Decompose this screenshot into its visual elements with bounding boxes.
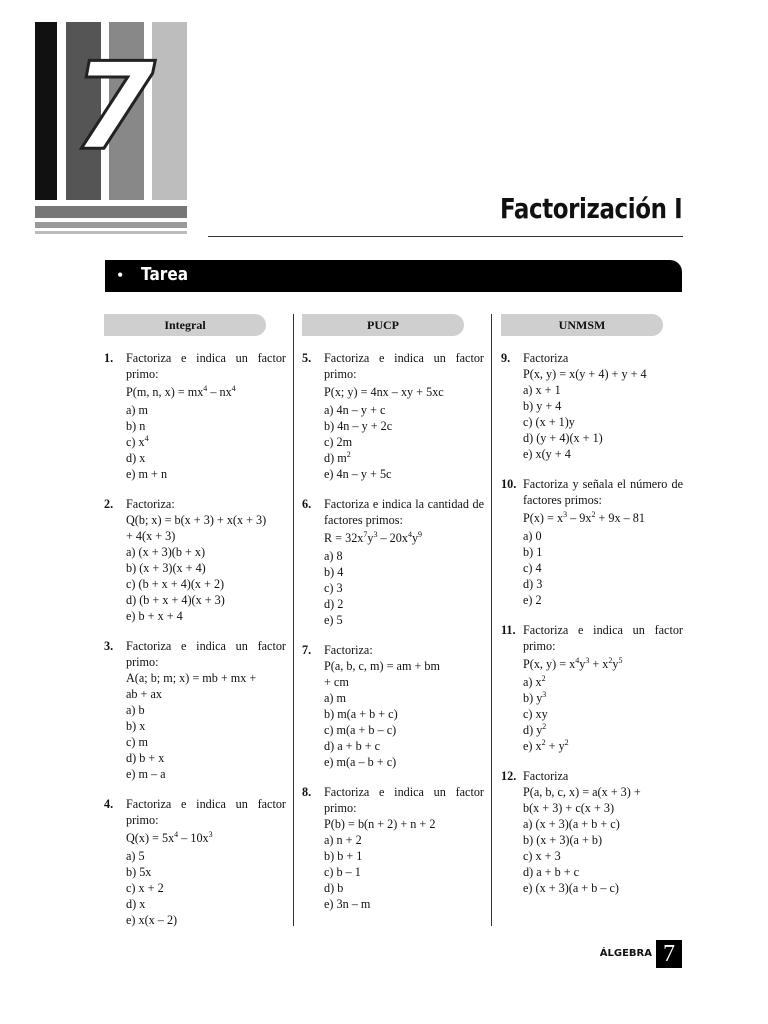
problem-number: 6. <box>302 497 312 511</box>
problem-equation: P(a, b, c, x) = a(x + 3) + <box>523 785 641 799</box>
option: b) m(a + b + c) <box>324 707 398 721</box>
option: a) 4n – y + c <box>324 403 386 417</box>
column-unmsm <box>501 314 683 906</box>
option: d) x <box>126 897 146 911</box>
problem-equation: $P(x) = x^3 - 9x^2 + 9x - 81$ <box>523 509 645 525</box>
problem-number: 7. <box>302 643 312 657</box>
option: d) b + x <box>126 751 165 765</box>
problem-equation: P(x, y) = x(y + 4) + y + 4 <box>523 367 647 381</box>
option: b) 4 <box>324 565 344 579</box>
option: b) b + 1 <box>324 849 363 863</box>
option: b) 1 <box>523 545 543 559</box>
problem-number: 3. <box>104 639 114 653</box>
problem-number: 10. <box>501 477 517 491</box>
option: b) $y^3$ <box>523 689 547 705</box>
problem-equation: P(b) = b(n + 2) + n + 2 <box>324 817 436 831</box>
column-integral <box>104 314 286 938</box>
option: e) $x^2 + y^2$ <box>523 737 569 753</box>
option: a) (x + 3)(b + x) <box>126 545 206 559</box>
page-number: 7 <box>656 940 682 968</box>
problem-statement: Factoriza <box>523 351 569 365</box>
problem <box>104 496 286 624</box>
option: b) 5x <box>126 865 152 879</box>
problem-number: 4. <box>104 797 114 811</box>
problem <box>501 768 683 896</box>
problem-statement: Factoriza <box>523 769 569 783</box>
option: d) b <box>324 881 344 895</box>
column-header: UNMSM <box>501 314 663 336</box>
option: a) m <box>126 403 148 417</box>
option: b) (x + 3)(x + 4) <box>126 561 206 575</box>
option: c) $x^4$ <box>126 433 149 449</box>
problem-equation: A(a; b; m; x) = mb + mx + <box>126 671 257 685</box>
problem <box>501 622 683 754</box>
problem-statement: Factoriza e indica un factor primo: <box>523 623 683 653</box>
option: e) x(x – 2) <box>126 913 178 927</box>
option: c) 3 <box>324 581 343 595</box>
problem-equation: b(x + 3) + c(x + 3) <box>523 801 615 815</box>
problem-number: 1. <box>104 351 114 365</box>
option: d) a + b + c <box>523 865 580 879</box>
problem-statement: Factoriza e indica un factor primo: <box>126 639 286 669</box>
option: a) x + 1 <box>523 383 561 397</box>
option: b) x <box>126 719 146 733</box>
problem <box>302 496 484 628</box>
problem <box>501 350 683 462</box>
problem-equation: P(m, n, $x) = mx^4 - nx^4$ <box>126 383 236 399</box>
column-divider <box>293 314 294 926</box>
option: e) 2 <box>523 593 542 607</box>
footer-subject: ÁLGEBRA <box>599 948 652 959</box>
decor-band <box>35 222 187 228</box>
problem <box>104 796 286 928</box>
option: e) m – a <box>126 767 166 781</box>
option: c) 2m <box>324 435 353 449</box>
option: a) n + 2 <box>324 833 362 847</box>
problem <box>104 638 286 782</box>
problem-statement: Factoriza e indica un factor primo: <box>126 797 286 827</box>
column-header: Integral <box>104 314 266 336</box>
option: d) 3 <box>523 577 543 591</box>
problem-number: 2. <box>104 497 114 511</box>
problem <box>302 784 484 912</box>
option: e) m + n <box>126 467 168 481</box>
option: c) m(a + b – c) <box>324 723 397 737</box>
problem-number: 11. <box>501 623 516 637</box>
problem-statement: Factoriza: <box>126 497 175 511</box>
option: b) y + 4 <box>523 399 562 413</box>
option: c) xy <box>523 707 548 721</box>
option: a) 0 <box>523 529 542 543</box>
option: c) x + 3 <box>523 849 561 863</box>
problem-statement: Factoriza y señala el número de factores primos: <box>523 477 683 507</box>
problem-equation: Q(b; x) = b(x + 3) + x(x + 3) <box>126 513 267 527</box>
option: a) 5 <box>126 849 145 863</box>
option: e) 5 <box>324 613 343 627</box>
option: e) x(y + 4 <box>523 447 571 461</box>
problem-equation: $R = 32x^7y^3 - 20x^4y^9$ <box>324 529 423 545</box>
option: c) (b + x + 4)(x + 2) <box>126 577 225 591</box>
bullet-icon: • <box>117 265 124 285</box>
option: a) b <box>126 703 145 717</box>
problem-number: 5. <box>302 351 312 365</box>
problem-equation: ab + ax <box>126 687 162 701</box>
option: c) 4 <box>523 561 542 575</box>
problem-number: 8. <box>302 785 312 799</box>
option: a) 8 <box>324 549 343 563</box>
option: c) b – 1 <box>324 865 361 879</box>
problem-statement: Factoriza e indica la cantidad de factores primos: <box>324 497 484 527</box>
problem-equation: + cm <box>324 675 349 689</box>
option: c) m <box>126 735 148 749</box>
option: b) 4n – y + 2c <box>324 419 393 433</box>
problem <box>302 350 484 482</box>
column-header: PUCP <box>302 314 464 336</box>
option: d) a + b + c <box>324 739 381 753</box>
section-banner <box>105 260 682 292</box>
problem-equation: P(a, b, c, m) = am + bm <box>324 659 440 673</box>
page-title: Factorización I <box>499 192 682 225</box>
problem-equation: + 4(x + 3) <box>126 529 176 543</box>
option: e) 4n – y + 5c <box>324 467 392 481</box>
option: d) (b + x + 4)(x + 3) <box>126 593 225 607</box>
problem-statement: Factoriza e indica un factor primo: <box>126 351 286 381</box>
problem-number: 12. <box>501 769 517 783</box>
option: d) x <box>126 451 146 465</box>
decor-bar <box>152 22 187 200</box>
option: d) 2 <box>324 597 344 611</box>
chapter-number: 7 <box>72 38 156 177</box>
decor-band <box>35 231 187 234</box>
decor-band <box>35 206 187 218</box>
problem <box>302 642 484 770</box>
problem-number: 9. <box>501 351 511 365</box>
problem-equation: $Q(x) = 5x^4 - 10x^3$ <box>126 829 213 845</box>
option: a) (x + 3)(a + b + c) <box>523 817 620 831</box>
problem-equation: P(x; y) = 4nx – xy + 5xc <box>324 385 444 399</box>
title-divider <box>208 236 683 237</box>
option: e) m(a – b + c) <box>324 755 397 769</box>
option: d) $m^2$ <box>324 449 351 465</box>
problem-statement: Factoriza: <box>324 643 373 657</box>
option: e) (x + 3)(a + b – c) <box>523 881 619 895</box>
problem-statement: Factoriza e indica un factor primo: <box>324 351 484 381</box>
problem-statement: Factoriza e indica un factor primo: <box>324 785 484 815</box>
decor-bar <box>35 22 57 200</box>
option: c) (x + 1)y <box>523 415 575 429</box>
option: a) m <box>324 691 346 705</box>
problem-equation: P(x, $y) = x^4y^3 + x^2y^5$ <box>523 655 623 671</box>
column-pucp <box>302 314 484 922</box>
option: d) $y^2$ <box>523 721 547 737</box>
option: e) b + x + 4 <box>126 609 183 623</box>
option: e) 3n – m <box>324 897 371 911</box>
problem <box>104 350 286 482</box>
column-divider <box>491 314 492 926</box>
problem <box>501 476 683 608</box>
option: c) x + 2 <box>126 881 164 895</box>
option: b) (x + 3)(a + b) <box>523 833 603 847</box>
option: d) (y + 4)(x + 1) <box>523 431 603 445</box>
section-label: Tarea <box>141 264 189 285</box>
option: a) $x^2$ <box>523 673 546 689</box>
option: b) n <box>126 419 146 433</box>
